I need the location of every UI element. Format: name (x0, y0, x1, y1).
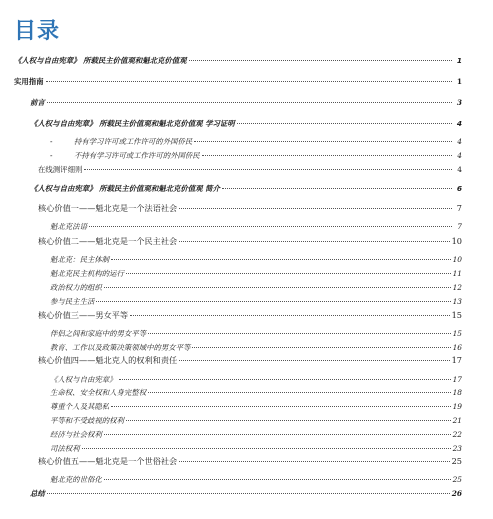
toc-entry-title: 魁北克法语 (50, 222, 87, 231)
toc-entry-title: 魁北克民主机构的运行 (50, 269, 124, 278)
toc-entry-title: 核心价值二——魁北克是一个民主社会 (38, 236, 178, 246)
toc-page-number: 25 (451, 456, 462, 466)
toc-page-number: 16 (452, 343, 462, 352)
toc-page-number: 23 (452, 444, 462, 453)
toc-page-number: 12 (452, 283, 462, 292)
toc-page-number: 3 (456, 98, 462, 107)
toc-leader (179, 241, 449, 242)
toc-entry-title: 魁北克：民主体制 (50, 255, 110, 264)
toc-entry-title: 前言 (30, 98, 45, 107)
toc-leader (222, 188, 452, 189)
toc-page-number: 17 (452, 375, 462, 384)
toc-leader (192, 347, 450, 348)
toc-entry-title: 经济与社会权利 (50, 430, 102, 439)
toc-entry[interactable] (50, 416, 462, 426)
toc-page-number: 18 (452, 388, 462, 397)
toc-leader (126, 273, 451, 274)
toc-leader (82, 448, 451, 449)
toc-leader (104, 287, 451, 288)
toc-leader (148, 333, 451, 334)
toc-leader (126, 420, 451, 421)
toc-entry[interactable] (50, 297, 462, 307)
toc-page-number: 1 (456, 77, 462, 86)
toc-bullet: - (50, 151, 53, 160)
toc-entry[interactable] (30, 98, 462, 108)
toc-page-number: 4 (457, 165, 462, 174)
toc-entry-title: 《人权与自由宪章》 所载民主价值观和魁北克价值观 (14, 56, 187, 65)
toc-entry-title: 参与民主生活 (50, 297, 95, 306)
toc-entry[interactable] (14, 56, 462, 66)
toc-page-number: 19 (452, 402, 462, 411)
toc-entry[interactable] (38, 355, 462, 365)
toc-leader (189, 60, 452, 61)
toc-entry[interactable] (30, 489, 462, 499)
toc-entry-title: 实用指南 (14, 77, 44, 86)
toc-leader (111, 259, 450, 260)
toc-entry-title: 核心价值三——男女平等 (38, 310, 129, 320)
toc-leader (130, 315, 450, 316)
toc-page-number: 13 (452, 297, 462, 306)
toc-page-number: 25 (452, 475, 462, 484)
page-title: 目录 (14, 19, 61, 44)
toc-entry[interactable] (50, 329, 462, 339)
toc-page-number: 1 (456, 56, 462, 65)
toc-entry-title: 核心价值四——魁北克人的权利和责任 (38, 355, 178, 365)
toc-page-number: 6 (456, 184, 462, 193)
toc-entry-title: 尊重个人及其隐私 (50, 402, 110, 411)
toc-page-number: 17 (451, 355, 462, 365)
toc-entry-title: 教育、工作以及政策决策领域中的男女平等 (50, 343, 191, 352)
toc-entry-title: 在线测评细则 (38, 165, 83, 174)
toc-entry-title: 平等和不受歧视的权利 (50, 416, 124, 425)
toc-entry-title: 总结 (30, 489, 45, 498)
toc-page-number: 15 (451, 310, 462, 320)
toc-entry-title: 《人权与自由宪章》 所载民主价值观和魁北克价值观 简介 (30, 184, 220, 193)
toc-leader (47, 493, 450, 494)
toc-leader (194, 141, 452, 142)
toc-entry-title: 不持有学习许可或工作许可的外国侨民 (74, 151, 200, 160)
toc-entry-title: 核心价值一——魁北克是一个法语社会 (38, 203, 178, 213)
toc-entry[interactable] (38, 236, 462, 246)
toc-entry[interactable] (50, 402, 462, 412)
toc-page-number: 10 (452, 255, 462, 264)
toc-entry-title: 《人权与自由宪章》 (50, 375, 117, 384)
toc-entry-title: 政治权力的组织 (50, 283, 102, 292)
toc-entry[interactable] (50, 444, 462, 454)
toc-entry[interactable] (50, 283, 462, 293)
toc-entry-title: 伴侣之间和家庭中的男女平等 (50, 329, 147, 338)
toc-leader (179, 461, 449, 462)
toc-entry[interactable] (50, 151, 462, 161)
toc-entry-title: 核心价值五——魁北克是一个世俗社会 (38, 456, 178, 466)
toc-leader (104, 434, 451, 435)
toc-entry[interactable] (38, 456, 462, 466)
toc-page-number: 10 (451, 236, 462, 246)
toc-page-number: 15 (452, 329, 462, 338)
toc-leader (119, 379, 451, 380)
toc-leader (237, 123, 452, 124)
toc-page-number: 4 (456, 119, 462, 128)
toc-entry[interactable] (38, 310, 462, 320)
toc-entry-title: 司法权利 (50, 444, 80, 453)
toc-entry[interactable] (50, 222, 462, 232)
toc-page-number: 4 (457, 151, 462, 160)
toc-entry[interactable] (38, 203, 462, 213)
toc-entry[interactable] (30, 119, 462, 129)
toc-leader (47, 102, 452, 103)
toc-page-number: 7 (456, 203, 462, 213)
toc-leader (148, 392, 451, 393)
toc-entry[interactable] (50, 343, 462, 353)
toc-leader (111, 406, 450, 407)
toc-entry[interactable] (14, 77, 462, 87)
toc-entry[interactable] (50, 269, 462, 279)
toc-entry[interactable] (50, 388, 462, 398)
toc-entry-title: 魁北克的世俗化 (50, 475, 102, 484)
toc-page-number: 22 (452, 430, 462, 439)
toc-leader (104, 479, 451, 480)
toc-entry[interactable] (50, 137, 462, 147)
toc-page-number: 4 (457, 137, 462, 146)
toc-entry[interactable] (50, 255, 462, 265)
toc-leader (96, 301, 450, 302)
toc-leader (202, 155, 452, 156)
toc-page-number: 11 (452, 269, 462, 278)
toc-leader (89, 226, 452, 227)
toc-leader (179, 208, 452, 209)
toc-entry[interactable] (38, 165, 462, 175)
toc-entry[interactable] (50, 375, 462, 385)
toc-leader (46, 81, 452, 82)
toc-entry[interactable] (30, 184, 462, 194)
toc-entry[interactable] (50, 430, 462, 440)
toc-page-number: 21 (452, 416, 462, 425)
toc-entry[interactable] (50, 475, 462, 485)
toc-page-number: 7 (457, 222, 462, 231)
toc-entry-title: 生命权、安全权和人身完整权 (50, 388, 147, 397)
toc-bullet: - (50, 137, 53, 146)
toc-entry-title: 《人权与自由宪章》 所载民主价值观和魁北克价值观 学习证明 (30, 119, 235, 128)
toc-page-number: 26 (451, 489, 462, 498)
toc-entry-title: 持有学习许可或工作许可的外国侨民 (74, 137, 193, 146)
toc-leader (179, 360, 449, 361)
toc-leader (84, 169, 452, 170)
